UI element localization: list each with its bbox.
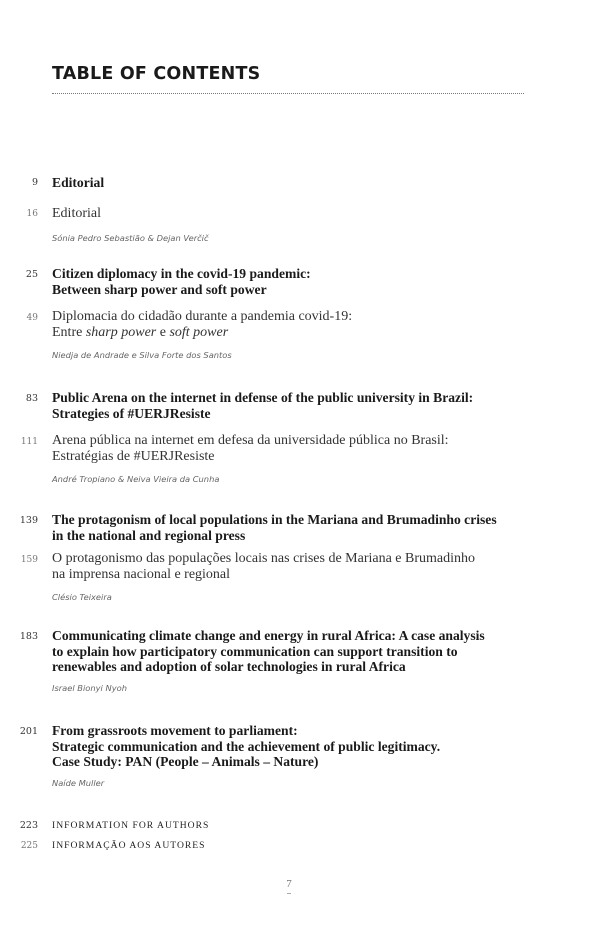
entry-title: From grassroots movement to parliament: Strategic communication and the achievement of public legitimacy. Case Study: PAN (People – Animals – Nature) Naíde Muller <box>52 723 572 791</box>
title-divider <box>52 93 524 94</box>
page-number: 83 <box>25 393 38 404</box>
entry-author: Niedja de Andrade e Silva Forte dos Santos <box>52 350 232 360</box>
entry-author: Clésio Teixeira <box>52 592 112 602</box>
page-number: 49 <box>26 313 38 323</box>
page-number: 9 <box>31 177 38 188</box>
page-number: 139 <box>19 515 38 526</box>
entry-title: INFORMATION FOR AUTHORS <box>52 820 210 831</box>
entry-title: Editorial Sónia Pedro Sebastião & Dejan Verčič <box>52 205 572 247</box>
page-number: 16 <box>26 209 38 219</box>
entry-author: Sónia Pedro Sebastião & Dejan Verčič <box>52 233 209 243</box>
entry-title: The protagonism of local populations in the Mariana and Brumadinho crises in the national and regional press <box>52 512 497 543</box>
entry-author: André Tropiano & Neiva Vieira da Cunha <box>52 474 220 484</box>
page-number: 111 <box>20 437 38 447</box>
entry-author: Israel Bionyi Nyoh <box>52 682 127 693</box>
page-title: TABLE OF CONTENTS <box>52 64 261 84</box>
entry-title: INFORMAÇÃO AOS AUTORES <box>52 840 206 851</box>
page-number: 159 <box>20 555 38 565</box>
entry-title: Public Arena on the internet in defense of the public university in Brazil: Strategies of #UERJResiste <box>52 390 474 421</box>
page-number: 201 <box>19 726 38 737</box>
entry-title: Arena pública na internet em defesa da universidade pública no Brasil: Estratégias de #UERJResiste André Tropiano & Neiva Vieira da Cunha <box>52 433 572 487</box>
page-number: 223 <box>19 820 38 831</box>
page-number: 183 <box>19 631 38 642</box>
page-number: 25 <box>25 269 38 280</box>
folio-mark <box>287 893 291 894</box>
entry-title: Diplomacia do cidadão durante a pandemia covid-19: Entre sharp power e soft power Niedja de Andrade e Silva Forte dos Santos <box>52 309 572 363</box>
entry-title: O protagonismo das populações locais nas crises de Mariana e Brumadinho na imprensa nacional e regional Clésio Teixeira <box>52 551 572 605</box>
entry-title: Editorial <box>52 175 105 190</box>
entry-title: Communicating climate change and energy in rural Africa: A case analysis to explain how participatory communication can support transition to renewables and adoption of solar technologies in rural Africa Israel Bionyi Nyoh <box>52 628 572 696</box>
folio-number: 7 <box>286 878 292 890</box>
entry-title: Citizen diplomacy in the covid-19 pandemic: Between sharp power and soft power <box>52 266 311 297</box>
entry-author: Naíde Muller <box>52 777 105 788</box>
page-number: 225 <box>20 841 38 851</box>
